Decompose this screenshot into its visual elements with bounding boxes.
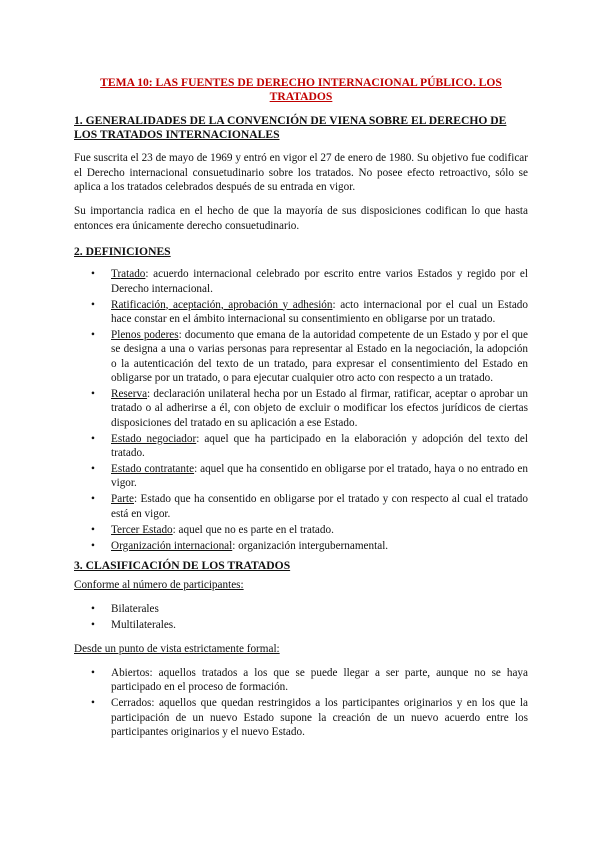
subsection-formal-label: Desde un punto de vista estrictamente formal: bbox=[74, 642, 280, 655]
definition-term: Tratado bbox=[111, 268, 146, 281]
list-item: • Cerrados: aquellos que quedan restringidos a los participantes originarios y en los que la participación de un nuevo Estado supone la creación de un nuevo acuerdo entre los participantes originarios y el nuevo Estado. bbox=[111, 696, 528, 739]
definitions-list bbox=[74, 267, 528, 553]
list-item: • Abiertos: aquellos tratados a los que se puede llegar a ser parte, aunque no se haya participado en el proceso de formación. bbox=[111, 666, 528, 695]
section-3-heading: 3. CLASIFICACIÓN DE LOS TRATADOS bbox=[74, 558, 291, 572]
definition-text: : aquel que no es parte en el tratado. bbox=[172, 523, 334, 536]
definition-item bbox=[111, 539, 528, 553]
subsection-participants-label: Conforme al número de participantes: bbox=[74, 578, 244, 591]
list-item: • Multilaterales. bbox=[111, 618, 528, 632]
document-title: TEMA 10: LAS FUENTES DE DERECHO INTERNACIONAL PÚBLICO. LOS TRATADOS bbox=[100, 76, 502, 103]
participants-list bbox=[74, 602, 528, 632]
definition-term: Estado contratante bbox=[111, 463, 195, 475]
definition-text: : declaración unilateral hecha por un Estado al firmar, ratificar, aceptar o aprobar un tratado o al adherirse a él, con objeto de excluir o modificar los efectos jurídicos de ciertas disposiciones del tratado en su aplicación a ese Estado. bbox=[111, 387, 528, 429]
definition-text: : acuerdo internacional celebrado por escrito entre varios Estados y regido por el Derecho internacional. bbox=[111, 268, 528, 295]
definition-term: Parte bbox=[111, 493, 134, 506]
section-2-heading: 2. DEFINICIONES bbox=[74, 245, 171, 259]
definition-text: : documento que emana de la autoridad competente de un Estado y por el que se designa a una o varias personas para representar al Estado en la negociación, la adopción o la autenticación del texto de un tratado, para expresar el consentimiento del Estado en obligarse por un tratado, o para ejecutar cualquier otro acto con respecto a un tratado. bbox=[111, 328, 528, 385]
definition-term: Organización internacional bbox=[111, 539, 233, 552]
formal-list bbox=[74, 666, 528, 740]
definition-item bbox=[111, 387, 528, 430]
section-1-paragraph-2: Su importancia radica en el hecho de que la mayoría de sus disposiciones codifican lo que hasta entonces era únicamente derecho consuetudinario. bbox=[74, 205, 528, 232]
definition-text: : Estado que ha consentido en obligarse por el tratado y con respecto al cual el tratado está en vigor. bbox=[111, 493, 528, 520]
definition-term: Ratificación, aceptación, aprobación y adhesión bbox=[111, 298, 333, 311]
definition-item bbox=[111, 432, 528, 461]
definition-text: : aquel que ha participado en la elaboración y adopción del texto del tratado. bbox=[111, 432, 528, 460]
definition-term: Reserva bbox=[111, 387, 148, 400]
definition-text: : aquel que ha consentido en obligarse por el tratado, haya o no entrado en vigor. bbox=[111, 463, 528, 490]
definition-text: : acto internacional por el cual un Estado hace constar en el ámbito internacional su consentimiento en obligarse por un tratado. bbox=[111, 298, 528, 325]
definition-item bbox=[111, 298, 528, 327]
section-1-paragraph-1: Fue suscrita el 23 de mayo de 1969 y entró en vigor el 27 de enero de 1980. Su objetivo fue codificar el Derecho internacional consuetudinario sobre los tratados. No posee efecto retroactivo, sólo se aplica a los tratados celebrados después de su entrada en vigor. bbox=[74, 152, 528, 193]
definition-item bbox=[111, 328, 528, 386]
definition-text: : organización intergubernamental. bbox=[232, 539, 389, 552]
definition-item bbox=[111, 492, 528, 521]
definition-term: Tercer Estado bbox=[111, 523, 173, 536]
definition-item bbox=[111, 462, 528, 491]
definition-term: Estado negociador bbox=[111, 432, 197, 445]
definition-item bbox=[111, 267, 528, 296]
definition-term: Plenos poderes bbox=[111, 328, 179, 341]
list-item: • Bilaterales bbox=[111, 602, 528, 616]
definition-item bbox=[111, 523, 528, 537]
section-1-heading: 1. GENERALIDADES DE LA CONVENCIÓN DE VIENA SOBRE EL DERECHO DE LOS TRATADOS INTERNACIONALES bbox=[74, 114, 507, 142]
